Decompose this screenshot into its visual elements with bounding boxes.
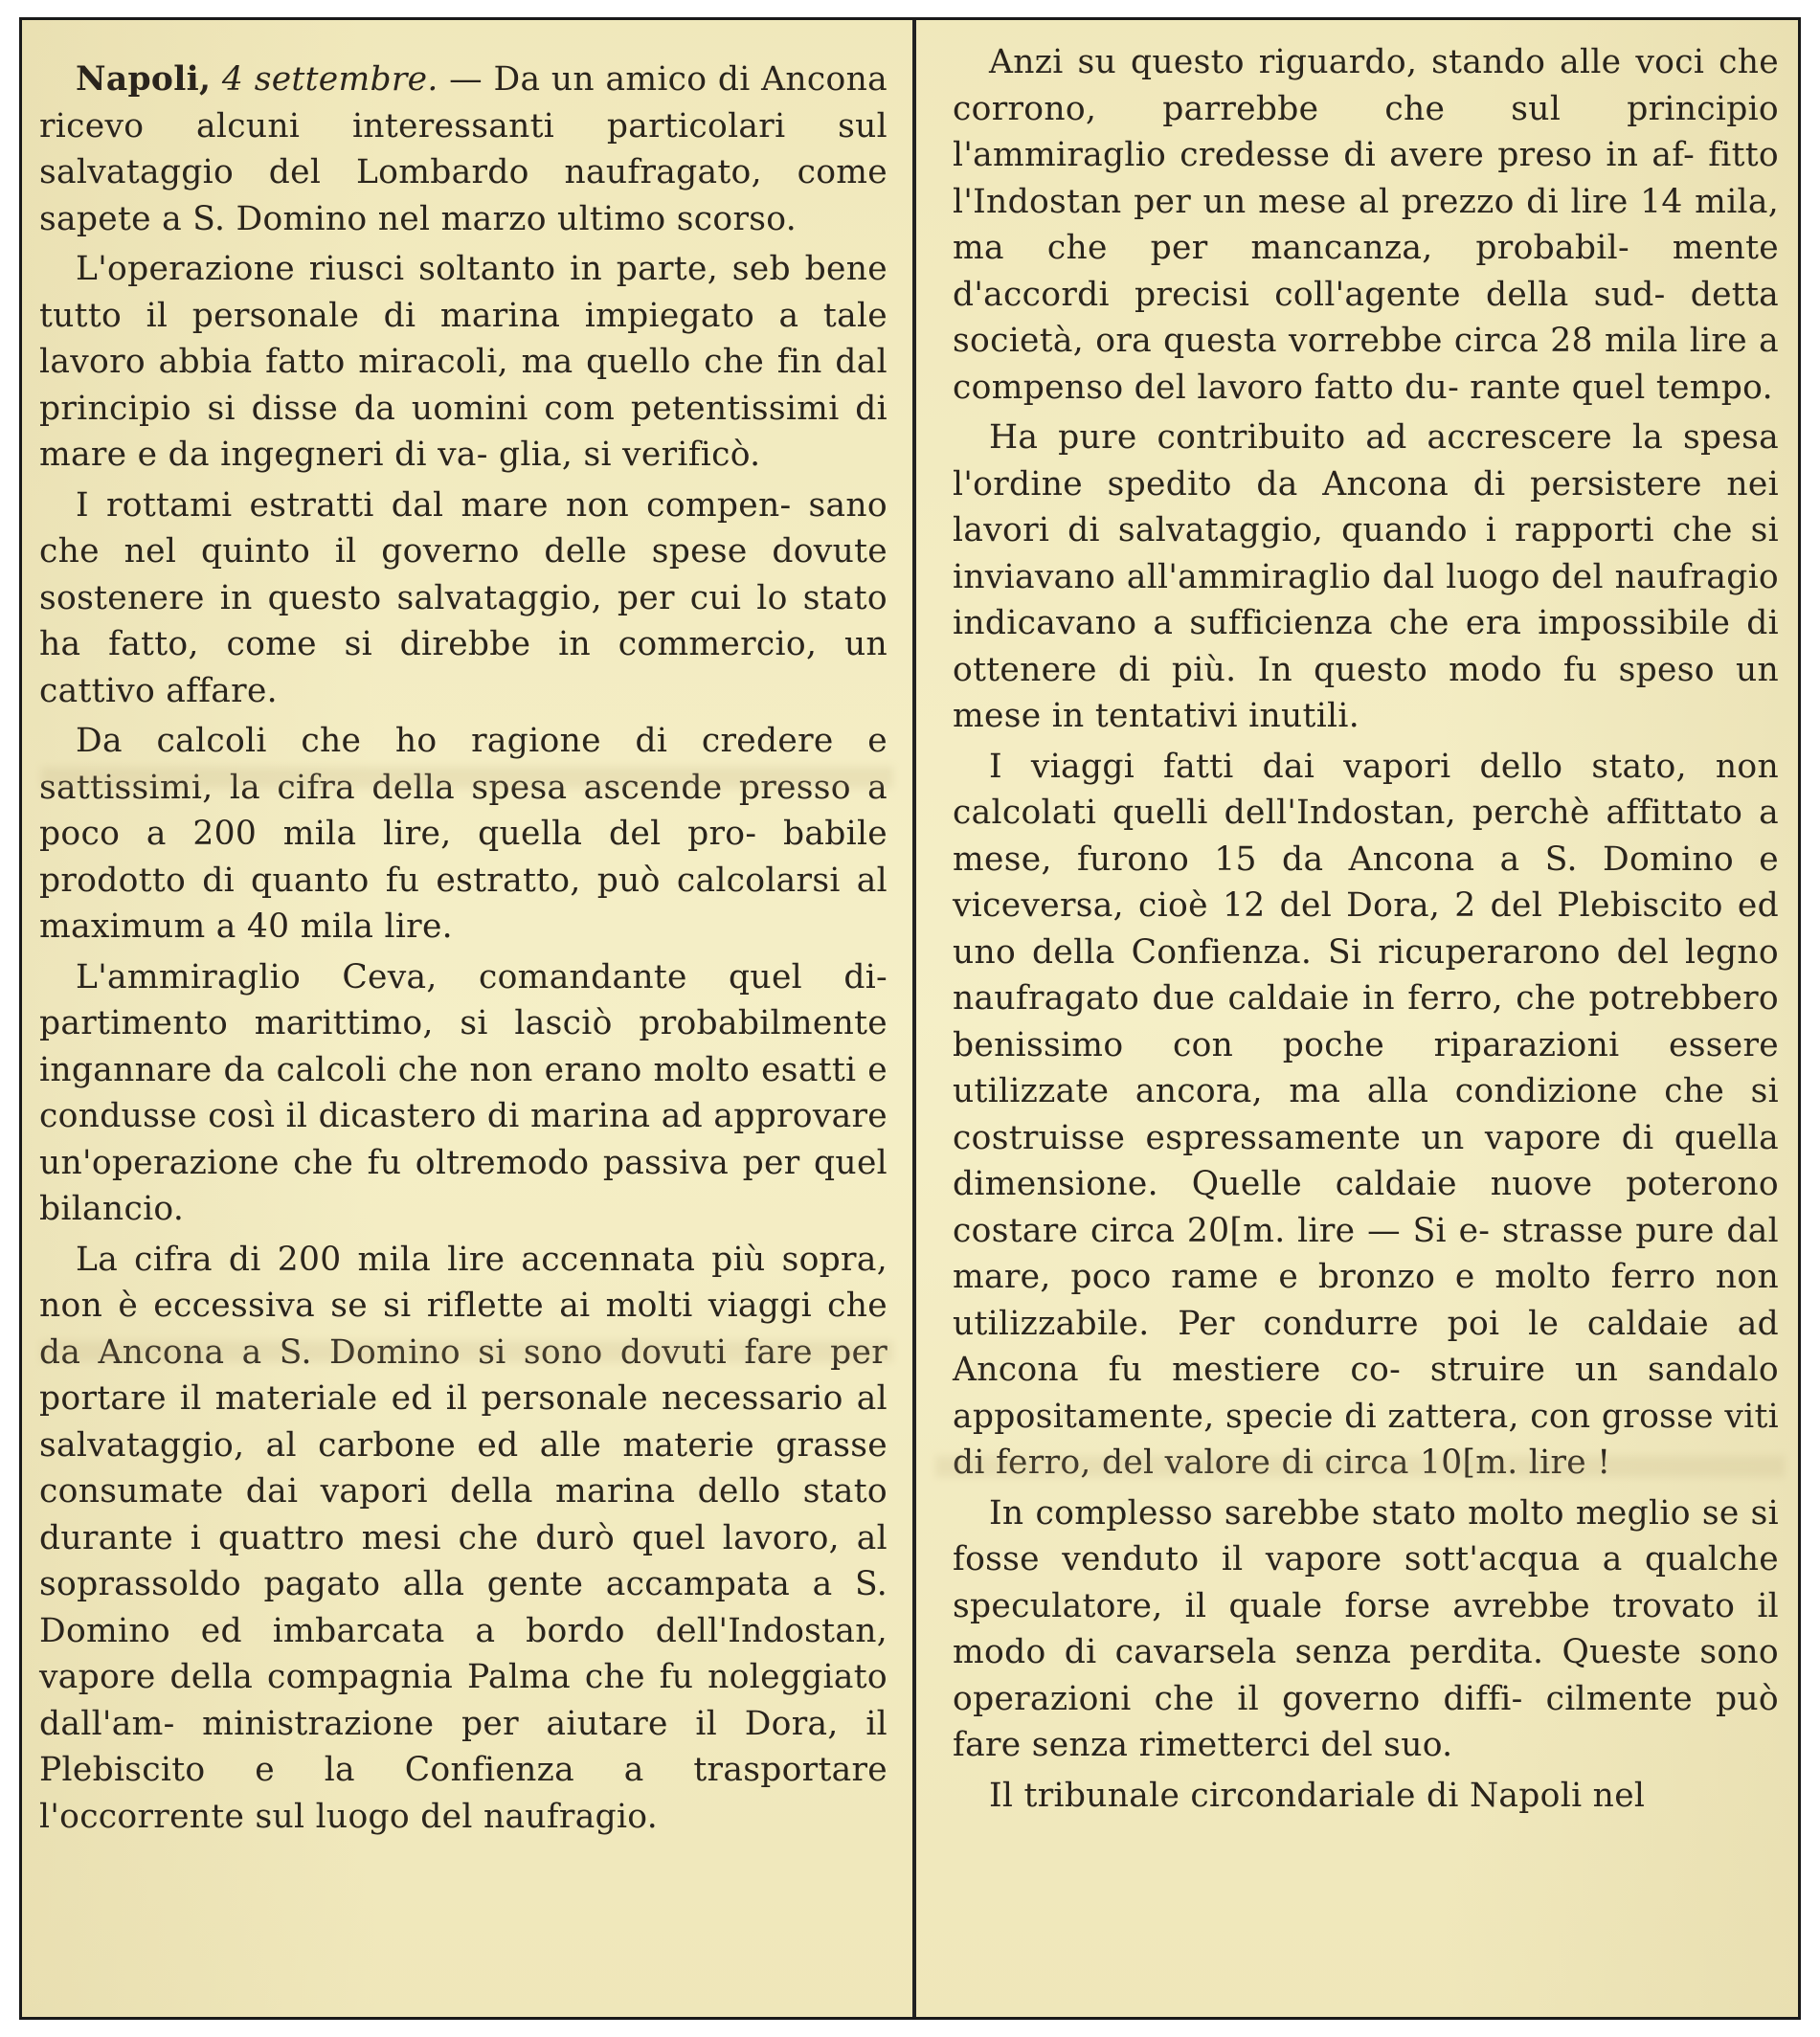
paragraph: I viaggi fatti dai vapori dello stato, non calcolati quelli dell'Indostan, perchè affittato a mese, furono 15 da Ancona a S. Domino e viceversa, cioè 12 del Dora, 2 del Plebiscito ed uno della Confienza. Si ricuperarono del legno naufragato due caldaie in ferro, che potrebbero benissimo con poche riparazioni essere utilizzate ancora, ma alla condizione che si costruisse espressamente un vapore di quella dimensione. Quelle caldaie nuove poterono costare circa 20[m. lire — Si e- strasse pure dal mare, poco rame e bronzo e molto ferro non utilizzabile. Per condurre poi le caldaie ad Ancona fu mestiere co- struire un sandalo appositamente, specie di zattera, con grosse viti di ferro, del valore di circa 10[m. lire ! xyxy=(953,747,1779,1482)
right-column-text xyxy=(916,20,1804,1819)
paragraph: Da calcoli che ho ragione di credere e sattissimi, la cifra della spesa ascende presso a poco a 200 mila lire, quella del pro- babile prodotto di quanto fu estratto, può calcolarsi al maximum a 40 mila lire. xyxy=(39,722,888,946)
paragraph-text: — Da un amico di Ancona ricevo alcuni interessanti particolari sul salvataggio del Lombardo naufragato, come sapete a S. Domino nel marzo ultimo scorso. xyxy=(39,60,888,238)
paragraph: L'ammiraglio Ceva, comandante quel di- partimento marittimo, si lasciò probabilmente ingannare da calcoli che non erano molto esatti e condusse così il dicastero di marina ad approvare un'operazione che fu oltremodo passiva per quel bilancio. xyxy=(39,957,888,1228)
left-column-text xyxy=(22,20,912,1840)
paragraph: Ha pure contribuito ad accrescere la spesa l'ordine spedito da Ancona di persistere nei lavori di salvataggio, quando i rapporti che si inviavano all'ammiraglio dal luogo del naufragio indicavano a sufficienza che era impossibile di ottenere di più. In questo modo fu speso un mese in tentativi inutili. xyxy=(953,418,1779,735)
dateline: Napoli, xyxy=(76,60,212,99)
paragraph: La cifra di 200 mila lire accennata più sopra, non è eccessiva se si riflette ai molti viaggi che da Ancona a S. Domino si sono dovuti fare per portare il materiale ed il personale necessario al salvataggio, al carbone ed alle materie grasse consumate dai vapori della marina dello stato durante i quattro mesi che durò quel lavoro, al soprassoldo pagato alla gente accampata a S. Domino ed imbarcata a bordo dell'Indostan, vapore della compagnia Palma che fu noleggiato dall'am- ministrazione per aiutare il Dora, il Plebiscito e la Confienza a trasportare l'occorrente sul luogo del naufragio. xyxy=(39,1240,888,1836)
paper-stain xyxy=(935,1456,1785,1477)
right-column xyxy=(916,20,1804,2017)
left-column xyxy=(22,20,912,2017)
paragraph: I rottami estratti dal mare non compen- sano che nel quinto il governo delle spese dovute sostenere in questo salvataggio, per cui lo stato ha fatto, come si direbbe in commercio, un cattivo affare. xyxy=(39,485,888,710)
paragraph xyxy=(39,56,888,242)
paper-stain xyxy=(41,767,893,788)
paragraph: In complesso sarebbe stato molto meglio se si fosse venduto il vapore sott'acqua a qualche speculatore, il quale forse avrebbe trovato il modo di cavarsela senza perdita. Queste sono operazioni che il governo diffi- cilmente può fare senza rimetterci del suo. xyxy=(953,1493,1779,1764)
paper-stain xyxy=(41,1341,893,1362)
paragraph: L'operazione riusci soltanto in parte, seb bene tutto il personale di marina impiegato a tale lavoro abbia fatto miracoli, ma quello che fin dal principio si disse da uomini com petentissimi di mare e da ingegneri di va- glia, si verificò. xyxy=(39,250,888,474)
dateline-date: 4 settembre. xyxy=(221,60,438,99)
paragraph: Anzi su questo riguardo, stando alle voci che corrono, parrebbe che sul principio l'ammiraglio credesse di avere preso in af- fitto l'Indostan per un mese al prezzo di lire 14 mila, ma che per mancanza, probabil- mente d'accordi precisi coll'agente della sud- detta società, ora questa vorrebbe circa 28 mila lire a compenso del lavoro fatto du- rante quel tempo. xyxy=(953,43,1779,407)
paragraph: Il tribunale circondariale di Napoli nel xyxy=(989,1776,1646,1815)
newspaper-clipping xyxy=(19,17,1801,2020)
